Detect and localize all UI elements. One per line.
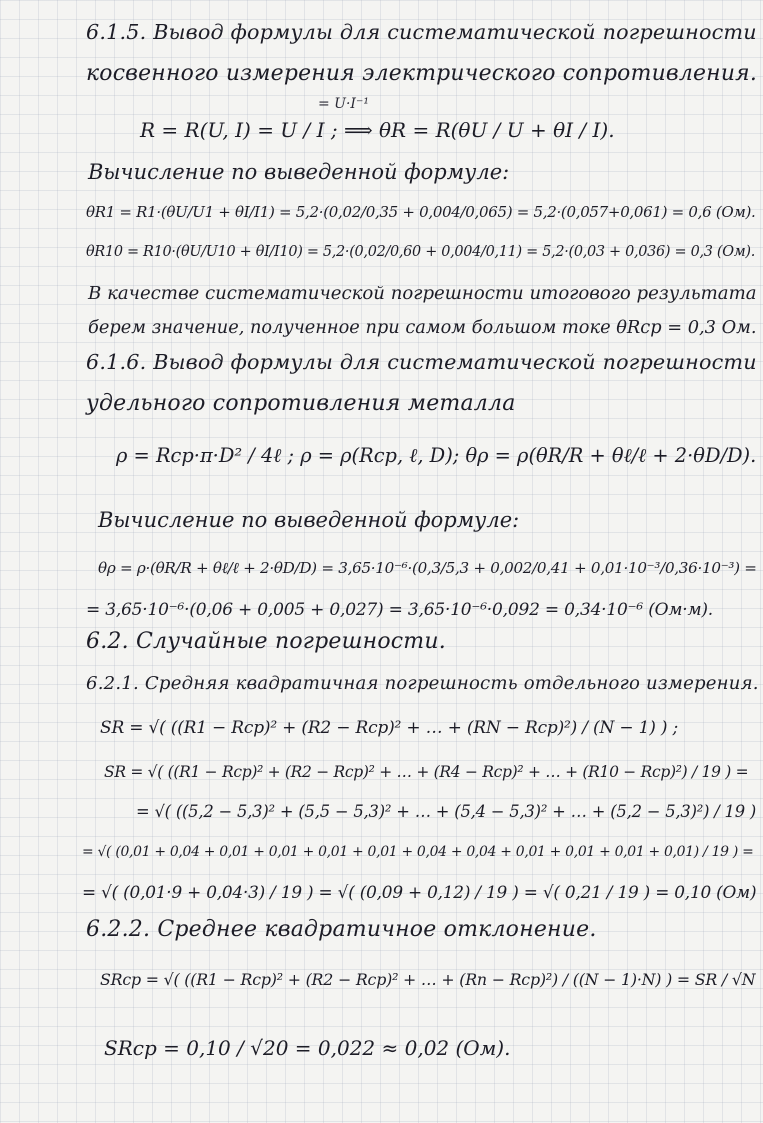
- std-dev-step-3: = √( (0,01 + 0,04 + 0,01 + 0,01 + 0,01 + 0,01 + 0,04 + 0,04 + 0,01 + 0,01 + 0,01 + 0,01) / 19 ) =: [82, 844, 754, 860]
- std-dev-step-2: = √( ((5,2 − 5,3)² + (5,5 − 5,3)² + … + (5,4 − 5,3)² + … + (5,2 − 5,3)²) / 19 ): [136, 802, 757, 821]
- section-6-2-title: 6.2. Случайные погрешности.: [86, 629, 446, 654]
- conclusion-text-line-2: берем значение, полученное при самом большом токе θRср = 0,3 Ом.: [88, 318, 757, 338]
- calc-theta-rho-line-2: = 3,65·10⁻⁶·(0,06 + 0,005 + 0,027) = 3,65·10⁻⁶·0,092 = 0,34·10⁻⁶ (Ом·м).: [86, 600, 714, 620]
- mean-std-dev-formula: SRср = √( ((R1 − Rср)² + (R2 − Rср)² + … + (Rn − Rср)²) / ((N − 1)·N) ) = SR / √N: [100, 970, 756, 989]
- section-6-1-5-title-line-2: косвенного измерения электрического сопротивления.: [86, 61, 758, 86]
- calc-theta-rho-line-1: θρ = ρ·(θR/R + θℓ/ℓ + 2·θD/D) = 3,65·10⁻⁶·(0,3/5,3 + 0,002/0,41 + 0,01·10⁻³/0,36·10⁻³) =: [98, 559, 757, 577]
- section-6-1-5-title-line-1: 6.1.5. Вывод формулы для систематической погрешности: [86, 20, 757, 44]
- calculation-heading-1: Вычисление по выведенной формуле:: [88, 160, 510, 184]
- std-dev-formula: SR = √( ((R1 − Rср)² + (R2 − Rср)² + … + (RN − Rср)²) / (N − 1) ) ;: [100, 718, 679, 738]
- section-6-2-2-title: 6.2.2. Среднее квадратичное отклонение.: [86, 917, 597, 942]
- section-6-1-6-title-line-1: 6.1.6. Вывод формулы для систематической погрешности: [86, 350, 757, 374]
- section-6-2-1-title: 6.2.1. Средняя квадратичная погрешность отдельного измерения.: [86, 673, 759, 694]
- std-dev-step-4: = √( (0,01·9 + 0,04·3) / 19 ) = √( (0,09 + 0,12) / 19 ) = √( 0,21 / 19 ) = 0,10 (Ом): [82, 882, 757, 902]
- conclusion-text-line-1: В качестве систематической погрешности итогового результата: [88, 283, 757, 304]
- resistivity-error-formula: ρ = Rср·π·D² / 4ℓ ; ρ = ρ(Rср, ℓ, D); θρ = ρ(θR/R + θℓ/ℓ + 2·θD/D).: [116, 444, 757, 467]
- std-dev-step-1: SR = √( ((R1 − Rср)² + (R2 − Rср)² + … + (R4 − Rср)² + … + (R10 − Rср)²) / 19 ) =: [104, 763, 749, 781]
- calculation-heading-2: Вычисление по выведенной формуле:: [98, 508, 520, 532]
- resistance-error-formula: R = R(U, I) = U / I ; ⟹ θR = R(θU / U + θI / I).: [140, 118, 615, 142]
- calc-theta-r1: θR1 = R1·(θU/U1 + θI/I1) = 5,2·(0,02/0,35 + 0,004/0,065) = 5,2·(0,057+0,061) = 0,6 (Ом).: [86, 203, 756, 221]
- calc-theta-r10: θR10 = R10·(θU/U10 + θI/I10) = 5,2·(0,02/0,60 + 0,004/0,11) = 5,2·(0,03 + 0,036) = 0,3 (Ом).: [86, 244, 756, 260]
- mean-std-dev-result: SRср = 0,10 / √20 = 0,022 ≈ 0,02 (Ом).: [104, 1036, 511, 1060]
- inverse-form-note: = U·I⁻¹: [318, 96, 369, 112]
- section-6-1-6-title-line-2: удельного сопротивления металла: [86, 391, 516, 416]
